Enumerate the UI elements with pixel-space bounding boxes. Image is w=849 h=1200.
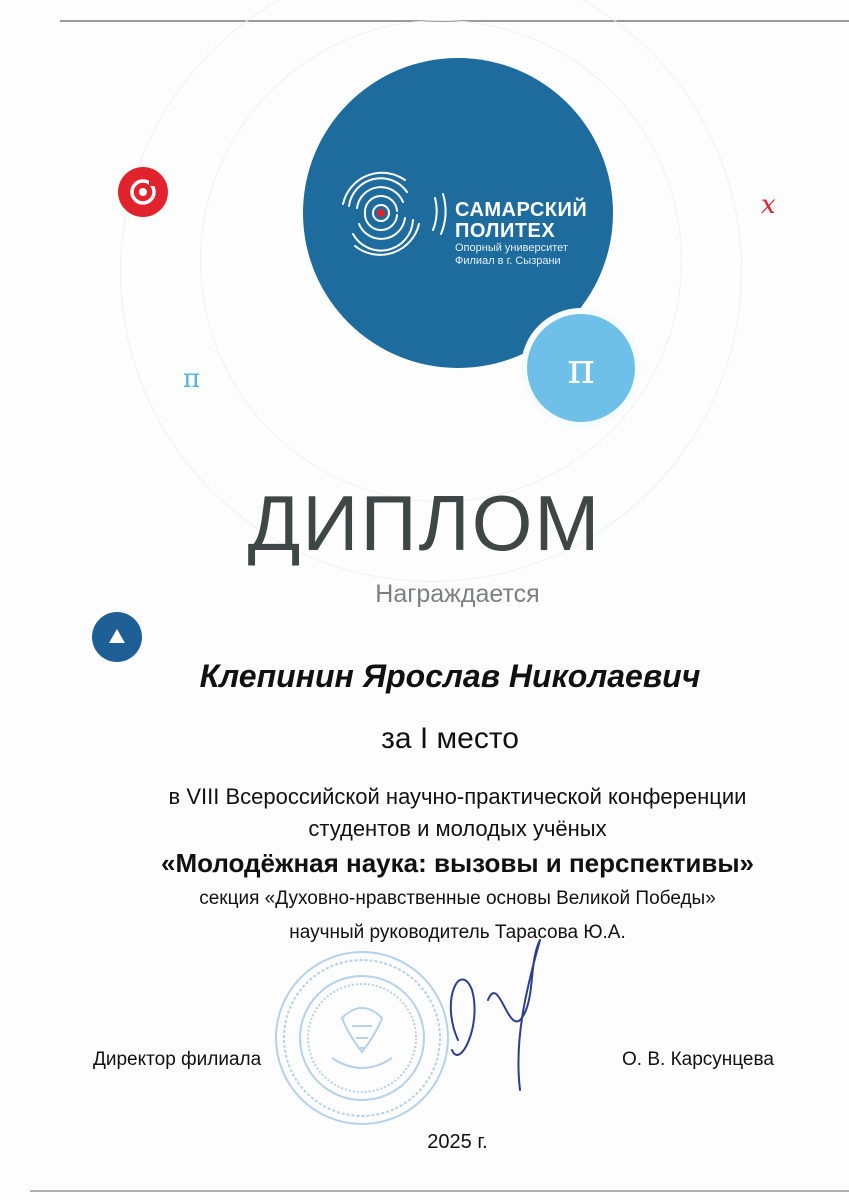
- diploma-title: ДИПЛОМ: [247, 479, 602, 567]
- scan-edge-bottom: [30, 1190, 849, 1192]
- conference-title: «Молодёжная наука: вызовы и перспективы»: [160, 848, 754, 878]
- supervisor-line: научный руководитель Тарасова Ю.А.: [289, 922, 626, 943]
- participants-line: студентов и молодых учёных: [308, 816, 607, 841]
- signature-role: Директор филиала: [93, 1049, 262, 1070]
- triangle-circle-icon: [92, 612, 142, 662]
- awardee-name: Клепинин Ярослав Николаевич: [199, 658, 701, 694]
- red-circle-icon: [118, 167, 168, 217]
- pi-symbol-icon: π: [183, 364, 201, 394]
- logo-brand-line1: САМАРСКИЙ: [455, 199, 588, 221]
- section-line: секция «Духовно-нравственные основы Великой Победы»: [199, 888, 716, 909]
- handwritten-signature: [430, 930, 570, 1100]
- x-symbol-icon: x: [761, 190, 776, 220]
- award-place: за I место: [381, 722, 519, 755]
- logo-subtitle: [455, 242, 568, 268]
- logo-brand-line2: ПОЛИТЕХ: [455, 220, 556, 242]
- logo-brand: [455, 200, 587, 242]
- diploma-subtitle: Награждается: [375, 580, 540, 608]
- official-stamp: [272, 948, 452, 1128]
- orbit-atom-icon: [339, 158, 459, 268]
- conference-line: в VIII Всероссийской научно-практической конференции: [168, 784, 747, 809]
- logo-tagline: Опорный университет: [455, 242, 568, 254]
- diploma-year: 2025 г.: [427, 1131, 488, 1153]
- logo-branch: Филиал в г. Сызрани: [455, 255, 561, 267]
- signature-name: О. В. Карсунцева: [622, 1049, 774, 1070]
- pi-circle-icon: π: [527, 314, 635, 422]
